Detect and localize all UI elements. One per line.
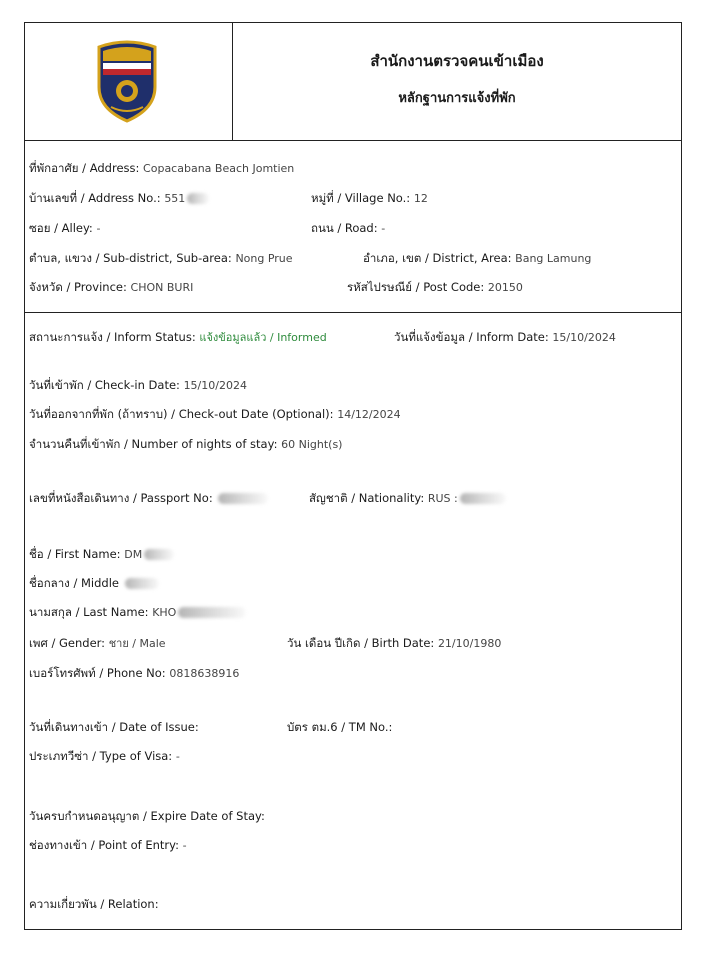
address-row <box>29 161 294 176</box>
checkout-value: 14/12/2024 <box>337 408 401 421</box>
office-title: สำนักงานตรวจคนเข้าเมือง <box>370 52 544 70</box>
redaction-blur <box>178 607 246 618</box>
section-divider <box>25 312 681 313</box>
district-value: Bang Lamung <box>515 252 592 265</box>
postcode-label: รหัสไปรษณีย์ / Post Code: <box>347 280 485 294</box>
entry-value: - <box>182 839 187 852</box>
redaction-blur <box>125 578 159 589</box>
district-row <box>363 251 591 266</box>
visa-label: ประเภทวีซ่า / Type of Visa: <box>29 749 173 763</box>
checkin-value: 15/10/2024 <box>183 379 247 392</box>
address-no-value: 551 <box>164 192 186 205</box>
road-row <box>311 221 385 236</box>
lastname-row <box>29 605 246 620</box>
passport-row <box>29 491 268 506</box>
redaction-blur <box>218 493 268 504</box>
visa-row <box>29 749 180 764</box>
entry-label: ช่องทางเข้า / Point of Entry: <box>29 838 179 852</box>
status-label: สถานะการแจ้ง / Inform Status: <box>29 330 196 344</box>
postcode-row <box>347 280 523 295</box>
document-frame <box>24 22 682 930</box>
middlename-label: ชื่อกลาง / Middle <box>29 576 119 590</box>
tm-no-row <box>287 720 392 735</box>
inform-date-value: 15/10/2024 <box>552 331 616 344</box>
nights-label: จำนวนคืนที่เข้าพัก / Number of nights of stay: <box>29 437 278 451</box>
phone-label: เบอร์โทรศัพท์ / Phone No: <box>29 666 166 680</box>
checkout-row <box>29 407 401 422</box>
address-no-label: บ้านเลขที่ / Address No.: <box>29 191 161 205</box>
checkout-label: วันที่ออกจากที่พัก (ถ้าทราบ) / Check-out Date (Optional): <box>29 407 334 421</box>
phone-row <box>29 666 239 681</box>
redaction-blur <box>144 549 174 560</box>
nights-row <box>29 437 342 452</box>
visa-value: - <box>175 750 180 763</box>
gender-row <box>29 636 166 651</box>
lastname-value: KHO <box>152 606 177 619</box>
birthdate-row <box>287 636 501 651</box>
issue-date-label: วันที่เดินทางเข้า / Date of Issue: <box>29 720 199 734</box>
province-value: CHON BURI <box>130 281 194 294</box>
status-value: แจ้งข้อมูลแล้ว / Informed <box>199 331 327 344</box>
village-value: 12 <box>413 192 428 205</box>
redaction-blur <box>187 193 209 204</box>
gender-value: ชาย / Male <box>108 637 166 650</box>
address-no-row <box>29 191 209 206</box>
subdistrict-row <box>29 251 293 266</box>
relation-row <box>29 897 159 912</box>
alley-label: ซอย / Alley: <box>29 221 93 235</box>
alley-value: - <box>96 222 101 235</box>
expire-label: วันครบกำหนดอนุญาต / Expire Date of Stay: <box>29 809 265 823</box>
relation-label: ความเกี่ยวพัน / Relation: <box>29 897 159 911</box>
logo-cell <box>25 23 233 140</box>
address-value: Copacabana Beach Jomtien <box>143 162 295 175</box>
village-row <box>311 191 428 206</box>
province-label: จังหวัด / Province: <box>29 280 127 294</box>
gender-label: เพศ / Gender: <box>29 636 106 650</box>
subdistrict-label: ตำบล, แขวง / Sub-district, Sub-area: <box>29 251 232 265</box>
village-label: หมู่ที่ / Village No.: <box>311 191 411 205</box>
nationality-value: RUS : <box>427 492 458 505</box>
passport-label: เลขที่หนังสือเดินทาง / Passport No: <box>29 491 213 505</box>
document-subtitle: หลักฐานการแจ้งที่พัก <box>398 91 516 106</box>
police-badge-icon <box>95 37 159 123</box>
issue-date-row <box>29 720 199 735</box>
nights-value: 60 Night(s) <box>281 438 343 451</box>
postcode-value: 20150 <box>487 281 523 294</box>
birthdate-label: วัน เดือน ปีเกิด / Birth Date: <box>287 636 435 650</box>
tm-no-label: บัตร ตม.6 / TM No.: <box>287 720 393 734</box>
alley-row <box>29 221 100 236</box>
nationality-label: สัญชาติ / Nationality: <box>309 491 425 505</box>
district-label: อำเภอ, เขต / District, Area: <box>363 251 512 265</box>
lastname-label: นามสกุล / Last Name: <box>29 605 149 619</box>
status-row <box>29 330 327 345</box>
firstname-row <box>29 547 174 562</box>
expire-row <box>29 809 265 824</box>
nationality-row <box>309 491 506 506</box>
province-row <box>29 280 193 295</box>
address-label: ที่พักอาศัย / Address: <box>29 161 140 175</box>
checkin-row <box>29 378 247 393</box>
road-value: - <box>381 222 386 235</box>
entry-row <box>29 838 187 853</box>
middlename-row <box>29 576 159 591</box>
subdistrict-value: Nong Prue <box>235 252 293 265</box>
document-header <box>25 23 681 141</box>
redaction-blur <box>460 493 506 504</box>
phone-value: 0818638916 <box>169 667 240 680</box>
inform-date-row <box>394 330 616 345</box>
birthdate-value: 21/10/1980 <box>437 637 502 650</box>
checkin-label: วันที่เข้าพัก / Check-in Date: <box>29 378 180 392</box>
firstname-label: ชื่อ / First Name: <box>29 547 121 561</box>
firstname-value: DM <box>124 548 143 561</box>
road-label: ถนน / Road: <box>311 221 378 235</box>
inform-date-label: วันที่แจ้งข้อมูล / Inform Date: <box>394 330 549 344</box>
